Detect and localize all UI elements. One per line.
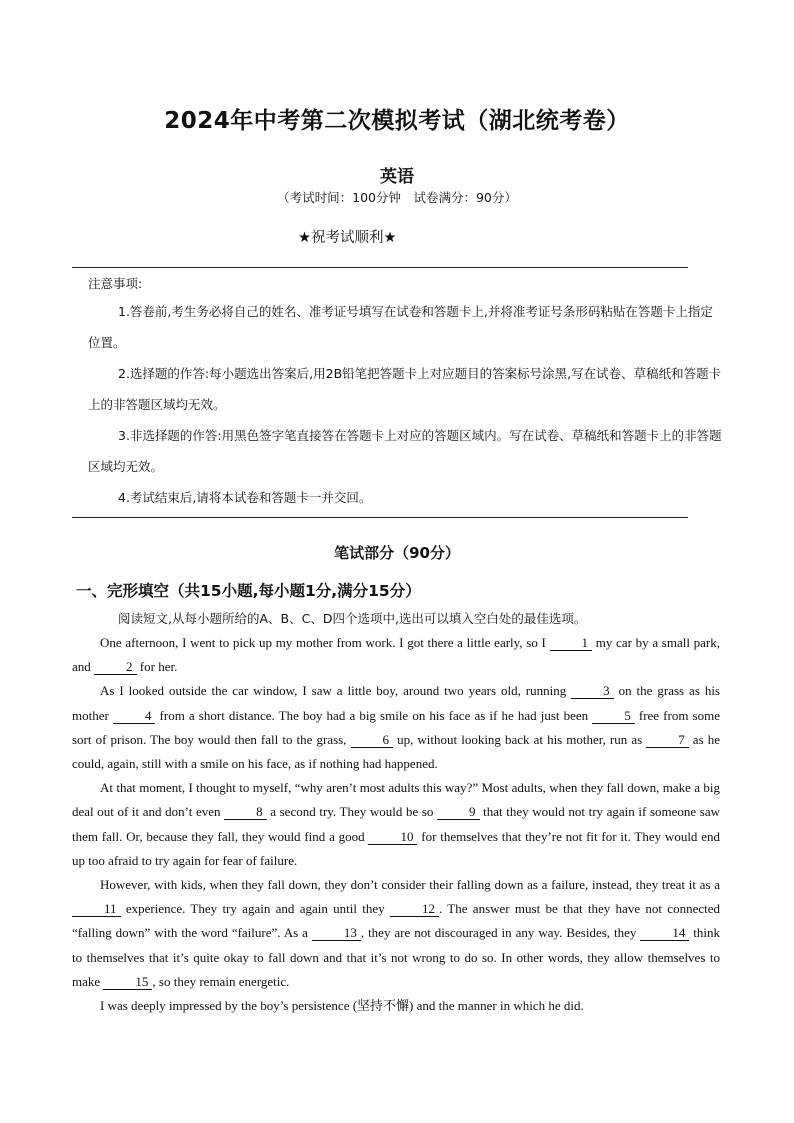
passage-paragraph-1 xyxy=(72,631,720,679)
passage-text: as he could, again, still with a smile on his face, as if nothing had happened. xyxy=(72,731,720,772)
passage-text: . The answer must be that they have not connected “falling down” with the word “failure”. As a xyxy=(72,901,720,941)
blank-12: 12 xyxy=(390,901,439,917)
blank-6: 6 xyxy=(351,732,394,748)
passage-text: that they would not try again if someone saw them fall. Or, because they fall, they would find a good xyxy=(72,804,720,844)
blank-15: 15 xyxy=(103,974,152,990)
instruction: 阅读短文,从每小题所给的A、B、C、D四个选项中,选出可以填入空白处的最佳选项。 xyxy=(118,611,587,626)
passage-text: think to themselves that it’s quite okay to fall down and that it’s not wrong to do so. In other words, they allow themselves to make xyxy=(72,925,720,989)
passage-paragraph-3 xyxy=(72,776,720,873)
passage-text: on the grass as his mother xyxy=(72,683,720,723)
notice-item-2: 2.选择题的作答:每小题选出答案后,用2B铅笔把答题卡上对应题目的答案标号涂黑,写在试卷、草稿纸和答题卡上的非答题区域均无效。 xyxy=(88,366,722,412)
good-luck-line: ★祝考试顺利★ xyxy=(298,230,397,246)
passage-text: up, without looking back at his mother, run as xyxy=(393,731,647,747)
blank-10: 10 xyxy=(368,829,417,845)
passage-text: At that moment, I thought to myself, “why aren’t most adults this way?” Most adults, when they fall down, make a big deal out of it and don’t even xyxy=(72,780,720,820)
blank-9: 9 xyxy=(437,804,480,820)
blank-7: 7 xyxy=(646,732,689,748)
part-title: 一、完形填空（共15小题,每小题1分,满分15分） xyxy=(76,582,421,600)
notice-list xyxy=(88,296,724,513)
blank-11: 11 xyxy=(72,901,121,917)
passage-paragraph-4 xyxy=(72,873,720,994)
blank-5: 5 xyxy=(592,708,635,724)
divider-bottom xyxy=(72,517,688,518)
passage-text: my car by a small park, and xyxy=(72,635,721,675)
passage-text: However, with kids, when they fall down, they don’t consider their falling down as a failure, instead, they treat it as a xyxy=(100,877,720,893)
passage-text: , they are not discouraged in any way. Besides, they xyxy=(360,925,641,941)
notice-title: 注意事项: xyxy=(88,276,143,291)
section-title: 笔试部分（90分） xyxy=(334,544,460,562)
passage-text: free from some sort of prison. The boy would then fall to the grass, xyxy=(72,707,720,747)
divider-top xyxy=(72,267,688,268)
blank-2: 2 xyxy=(94,659,137,675)
passage-text: As I looked outside the car window, I saw a little boy, around two years old, running xyxy=(100,683,572,699)
passage-text: for her. xyxy=(136,659,178,675)
passage-text: a second try. They would be so xyxy=(266,804,438,820)
passage-paragraph-2 xyxy=(72,679,720,776)
notice-item-4: 4.考试结束后,请将本试卷和答题卡一并交回。 xyxy=(118,490,372,505)
passage-paragraph-5: I was deeply impressed by the boy’s persistence (坚持不懈) and the manner in which he did. xyxy=(100,998,584,1014)
exam-title: 2024年中考第二次模拟考试（湖北统考卷） xyxy=(164,108,630,134)
cloze-passage xyxy=(72,631,720,1018)
blank-4: 4 xyxy=(113,708,156,724)
notice-item-3: 3.非选择题的作答:用黑色签字笔直接答在答题卡上对应的答题区域内。写在试卷、草稿纸和答题卡上的非答题区域均无效。 xyxy=(88,428,722,474)
blank-3: 3 xyxy=(571,683,614,699)
blank-8: 8 xyxy=(224,804,267,820)
blank-14: 14 xyxy=(640,925,689,941)
exam-info: （考试时间：100分钟 试卷满分：90分） xyxy=(277,190,517,205)
passage-text: One afternoon, I went to pick up my mother from work. I got there a little early, so I xyxy=(100,635,550,650)
passage-text: experience. They try again and again until they xyxy=(120,901,390,917)
passage-text: , so they remain energetic. xyxy=(152,973,290,989)
passage-text: from a short distance. The boy had a big smile on his face as if he had just been xyxy=(155,707,593,723)
blank-1: 1 xyxy=(550,635,593,651)
passage-text: for themselves that they’re not fit for it. They would end up too afraid to try again for fear of failure. xyxy=(72,828,720,868)
blank-13: 13 xyxy=(312,925,361,941)
notice-item-1: 1.答卷前,考生务必将自己的姓名、准考证号填写在试卷和答题卡上,并将准考证号条形码粘贴在答题卡上指定位置。 xyxy=(88,304,713,350)
subject-title: 英语 xyxy=(380,167,414,187)
